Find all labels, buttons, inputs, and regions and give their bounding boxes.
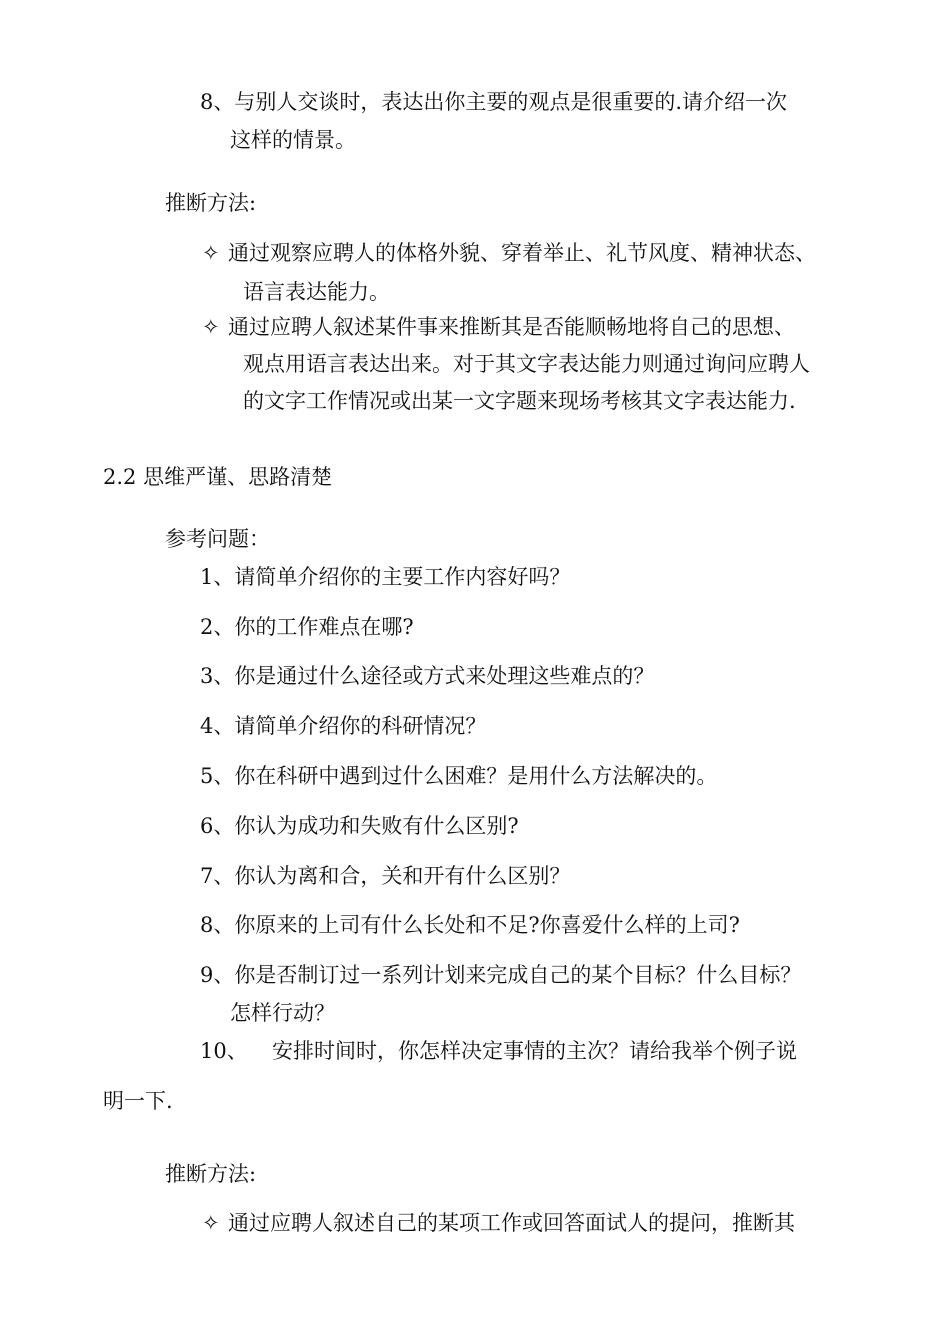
bullet-3-line-1: 通过应聘人叙述自己的某项工作或回答面试人的提问，推断其 <box>228 1211 795 1235</box>
bullet-2-line-3: 的文字工作情况或出某一文字题来现场考核其文字表达能力. <box>243 389 796 413</box>
bullet-2-line-2: 观点用语言表达出来。对于其文字表达能力则通过询问应聘人 <box>243 352 810 376</box>
method-label: 推断方法: <box>165 191 257 215</box>
question-10-number: 10、 <box>200 1039 248 1063</box>
method-label-2: 推断方法: <box>165 1162 257 1186</box>
question-8-line-1: 8、与别人交谈时，表达出你主要的观点是很重要的.请介绍一次 <box>200 90 788 114</box>
question-10-line-1: 安排时间时，你怎样决定事情的主次？请给我举个例子说 <box>272 1039 797 1063</box>
method-bullet-2 <box>202 317 795 338</box>
question-9-continuation: 怎样行动？ <box>230 1001 335 1025</box>
section-heading: 2.2 思维严谨、思路清楚 <box>103 465 333 489</box>
method-bullet-1 <box>202 243 816 264</box>
method-bullet-3 <box>202 1213 795 1234</box>
question-item: 9、你是否制订过一系列计划来完成自己的某个目标？什么目标？ <box>200 963 802 987</box>
question-8-line-2: 这样的情景。 <box>230 128 356 152</box>
diamond-bullet-icon: ✧ <box>202 241 220 265</box>
bullet-1-line-2: 语言表达能力。 <box>243 280 390 304</box>
question-10 <box>200 1041 797 1062</box>
diamond-bullet-icon: ✧ <box>202 1211 220 1235</box>
bullet-2-line-1: 通过应聘人叙述某件事来推断其是否能顺畅地将自己的思想、 <box>228 315 795 339</box>
question-item: 2、你的工作难点在哪? <box>200 615 414 639</box>
question-item: 8、你原来的上司有什么长处和不足?你喜爱什么样的上司? <box>200 913 740 937</box>
question-item: 7、你认为离和合，关和开有什么区别？ <box>200 864 571 888</box>
reference-questions-label: 参考问题： <box>165 527 270 551</box>
question-10-line-2: 明一下. <box>103 1089 173 1113</box>
question-item: 6、你认为成功和失败有什么区别? <box>200 814 519 838</box>
question-item: 4、请简单介绍你的科研情况？ <box>200 714 487 738</box>
diamond-bullet-icon: ✧ <box>202 315 220 339</box>
question-item: 5、你在科研中遇到过什么困难？是用什么方法解决的。 <box>200 764 718 788</box>
bullet-1-line-1: 通过观察应聘人的体格外貌、穿着举止、礼节风度、精神状态、 <box>228 241 816 265</box>
question-item: 1、请简单介绍你的主要工作内容好吗？ <box>200 565 571 589</box>
question-item: 3、你是通过什么途径或方式来处理这些难点的？ <box>200 664 655 688</box>
